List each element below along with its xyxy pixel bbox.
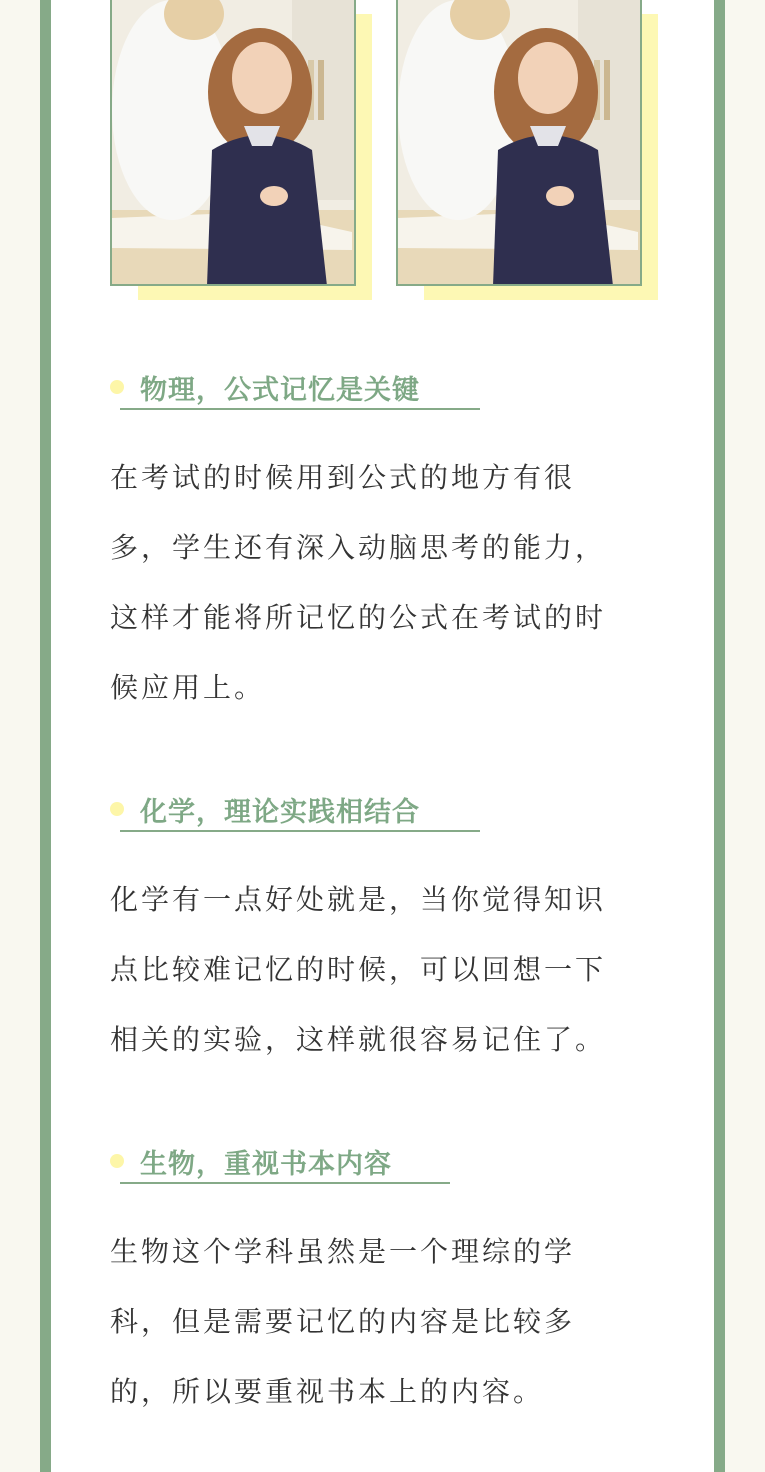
left-border-bar [40, 0, 51, 1472]
section-heading-physics [110, 364, 490, 410]
heading-underline [120, 830, 480, 832]
photo-teacher-student-left [110, 0, 356, 286]
photo-teacher-student-right [396, 0, 642, 286]
section-body-biology: 生物这个学科虽然是一个理综的学科，但是需要记忆的内容是比较多的，所以要重视书本上的内容。 [110, 1235, 576, 1408]
photo-frame-left [110, 0, 372, 300]
section-title: 物理，公式记忆是关键 [140, 375, 420, 406]
section-heading-biology [110, 1138, 490, 1184]
bullet-dot [110, 802, 124, 816]
bullet-dot [110, 380, 124, 394]
heading-underline [120, 408, 480, 410]
section-heading-chemistry [110, 786, 490, 832]
section-body-physics: 在考试的时候用到公式的地方有很多，学生还有深入动脑思考的能力，这样才能将所记忆的公式在考试的时候应用上。 [110, 461, 607, 704]
bullet-dot [110, 1154, 124, 1168]
section-title: 化学，理论实践相结合 [140, 797, 420, 828]
right-border-bar [714, 0, 725, 1472]
section-body-chemistry: 化学有一点好处就是，当你觉得知识点比较难记忆的时候，可以回想一下相关的实验，这样就很容易记住了。 [110, 883, 607, 1056]
heading-underline [120, 1182, 450, 1184]
section-title: 生物，重视书本内容 [140, 1149, 392, 1180]
photo-frame-right [396, 0, 658, 300]
